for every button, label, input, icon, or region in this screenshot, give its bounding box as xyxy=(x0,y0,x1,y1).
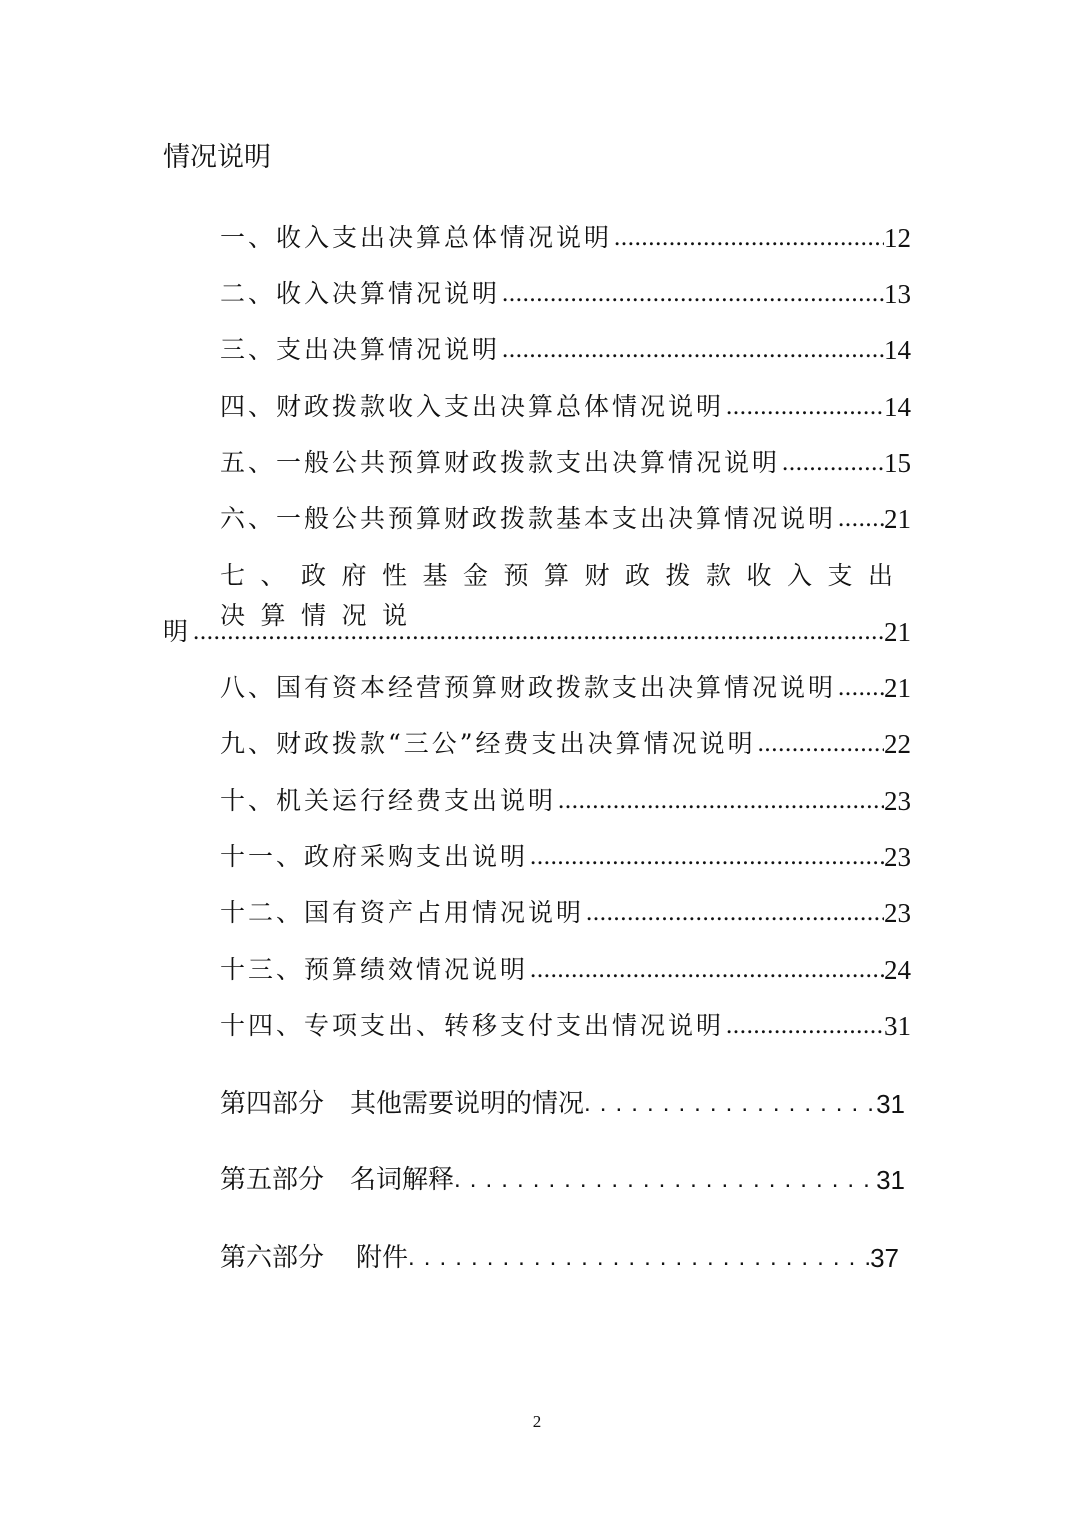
toc-entry-page: 21 xyxy=(884,504,911,534)
dot-leader xyxy=(528,837,884,877)
part-page: 31 xyxy=(876,1089,905,1119)
toc-entry-page: 24 xyxy=(884,955,911,985)
toc-entry-page: 23 xyxy=(884,898,911,928)
toc-entry-label: 九、财政拨款“三公”经费支出决算情况说明 xyxy=(220,729,756,758)
toc-entry-page: 12 xyxy=(884,223,911,253)
dot-leader xyxy=(191,612,884,652)
dot-leader xyxy=(408,1236,870,1280)
toc-entry-page: 21 xyxy=(884,617,911,647)
toc-entry-label: 十四、专项支出、转移支付支出情况说明 xyxy=(220,1011,725,1040)
toc-entry[interactable] xyxy=(220,724,911,764)
toc-part-entry[interactable] xyxy=(220,1158,905,1202)
part-title: 其他需要说明的情况 xyxy=(350,1089,585,1119)
toc-entry-page: 22 xyxy=(884,729,911,759)
dot-leader xyxy=(756,724,884,764)
toc-entry[interactable] xyxy=(220,274,911,314)
toc-entry-label: 明 xyxy=(163,617,192,646)
dot-leader xyxy=(836,668,884,708)
dot-leader xyxy=(556,781,884,821)
toc-entry-continuation[interactable] xyxy=(163,612,911,652)
dot-leader xyxy=(780,443,884,483)
toc-entry-page: 31 xyxy=(884,1011,911,1041)
toc-entry-label: 十二、国有资产占用情况说明 xyxy=(220,898,585,927)
toc-part-entry[interactable] xyxy=(220,1082,905,1126)
toc-entry-label: 三、支出决算情况说明 xyxy=(220,335,501,364)
dot-leader xyxy=(528,950,884,990)
toc-entry-label: 五、一般公共预算财政拨款支出决算情况说明 xyxy=(220,448,781,477)
dot-leader xyxy=(612,218,884,258)
toc-entry[interactable] xyxy=(220,950,911,990)
toc-entry-label: 一、收入支出决算总体情况说明 xyxy=(220,223,613,252)
toc-entry[interactable] xyxy=(220,443,911,483)
toc-entry-label: 十、机关运行经费支出说明 xyxy=(220,786,557,815)
part-number: 第五部分 xyxy=(220,1165,325,1195)
dot-leader xyxy=(500,274,884,314)
dot-leader xyxy=(724,1006,884,1046)
toc-entry-label: 四、财政拨款收入支出决算总体情况说明 xyxy=(220,392,725,421)
toc-entry-label: 十一、政府采购支出说明 xyxy=(220,842,529,871)
toc-entry-page: 14 xyxy=(884,335,911,365)
toc-entry[interactable] xyxy=(220,893,911,933)
toc-entry-page: 21 xyxy=(884,673,911,703)
toc-entry-label: 七、政府性基金预算财政拨款收入支出决算情况说 xyxy=(220,561,909,630)
toc-entry[interactable] xyxy=(220,330,911,370)
toc-entry-page: 23 xyxy=(884,842,911,872)
toc-entry-page: 14 xyxy=(884,392,911,422)
toc-entry[interactable] xyxy=(220,499,911,539)
dot-leader xyxy=(454,1158,876,1202)
part-number: 第四部分 xyxy=(220,1089,325,1119)
toc-entry[interactable] xyxy=(220,387,911,427)
part-title: 附件 xyxy=(356,1243,409,1273)
toc-entry-label: 十三、预算绩效情况说明 xyxy=(220,955,529,984)
toc-entry-page: 15 xyxy=(884,448,911,478)
toc-entry[interactable] xyxy=(220,837,911,877)
section-heading: 情况说明 xyxy=(163,142,271,173)
part-title: 名词解释 xyxy=(350,1165,455,1195)
toc-entry-label: 八、国有资本经营预算财政拨款支出决算情况说明 xyxy=(220,673,837,702)
dot-leader xyxy=(724,387,884,427)
part-page: 31 xyxy=(876,1165,905,1195)
toc-entry[interactable] xyxy=(220,781,911,821)
part-number: 第六部分 xyxy=(220,1243,325,1273)
toc-entry-label: 六、一般公共预算财政拨款基本支出决算情况说明 xyxy=(220,504,837,533)
dot-leader xyxy=(836,499,884,539)
part-page: 37 xyxy=(870,1243,899,1273)
toc-part-entry[interactable] xyxy=(220,1236,899,1280)
toc-entry[interactable] xyxy=(220,1006,911,1046)
toc-entry-page: 23 xyxy=(884,786,911,816)
toc-entry[interactable] xyxy=(220,218,911,258)
toc-entry-label: 二、收入决算情况说明 xyxy=(220,279,501,308)
page-number: 2 xyxy=(532,1412,542,1431)
toc-entry[interactable] xyxy=(220,668,911,708)
dot-leader xyxy=(584,893,884,933)
toc-entry-page: 13 xyxy=(884,279,911,309)
dot-leader xyxy=(584,1082,876,1126)
dot-leader xyxy=(500,330,884,370)
